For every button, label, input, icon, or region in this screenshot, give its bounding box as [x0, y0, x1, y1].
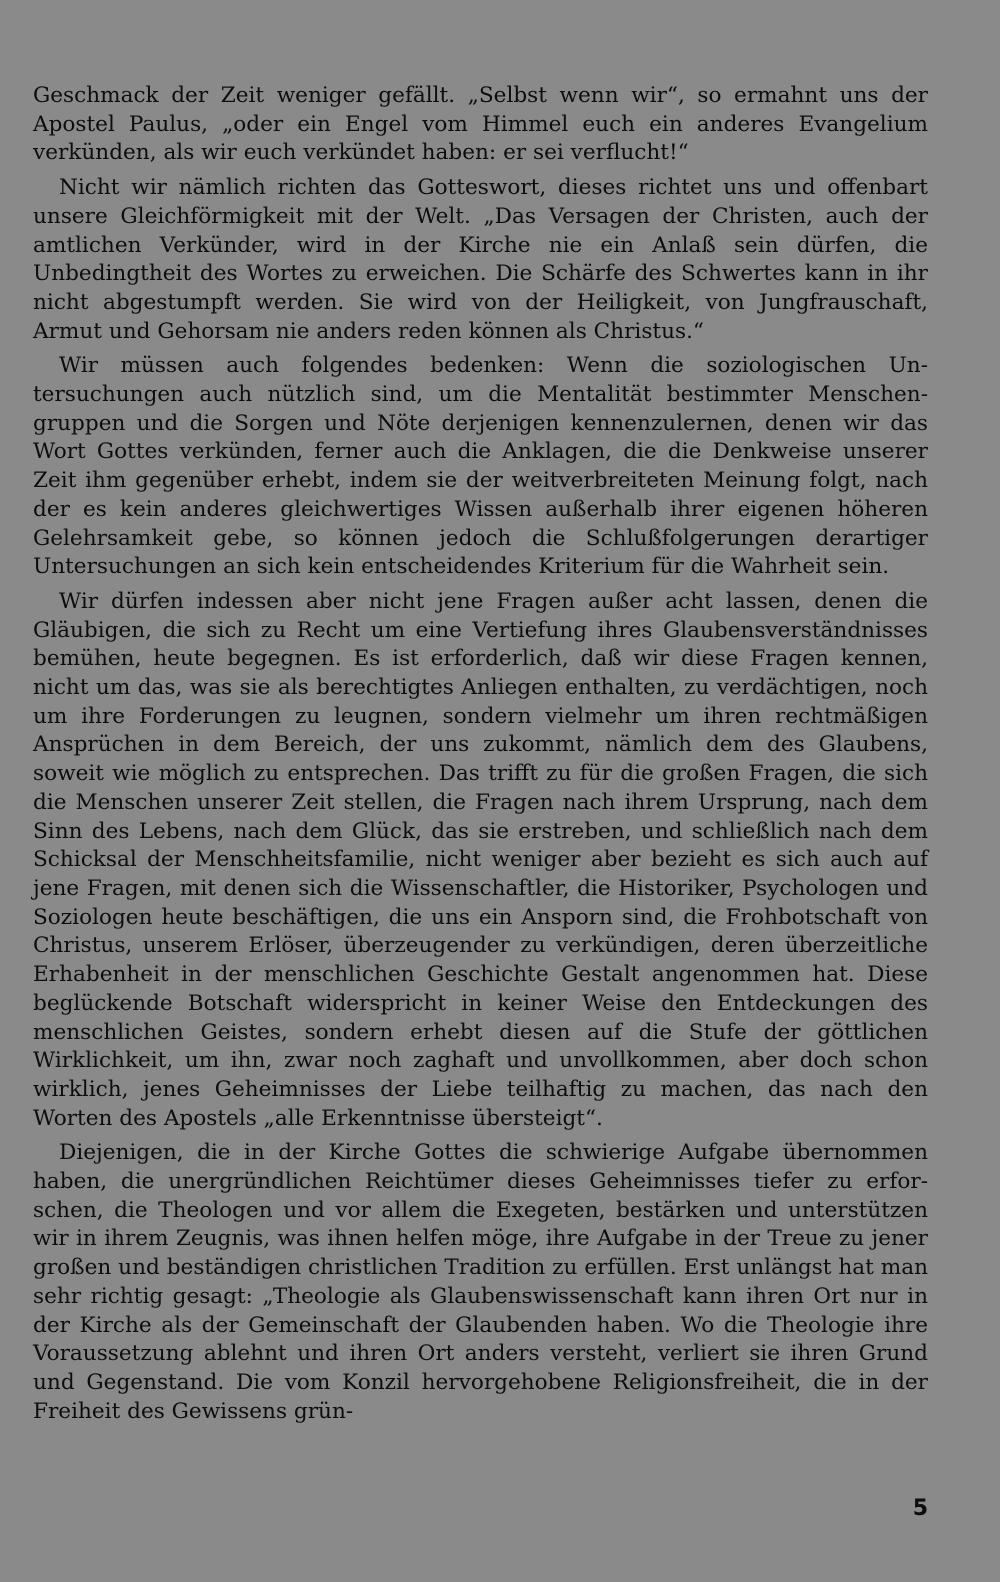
page-number: 5	[912, 1496, 928, 1521]
paragraph-1: Geschmack der Zeit weniger gefällt. „Selbst wenn wir“, so ermahnt uns der Apostel Paulus, „oder ein Engel vom Himmel euch ein anderes Evangelium verkünden, als wir euch verkündet haben: er sei verflucht!“	[33, 83, 928, 166]
document-page	[33, 82, 928, 1432]
paragraph-5: Diejenigen, die in der Kirche Gottes die schwierige Aufgabe übernommen haben, die unergründlichen Reichtümer dieses Geheimnisses tiefer zu erforschen, die Theologen und vor allem die Exegeten, bestärken und unterstützen wir in ihrem Zeugnis, was ihnen helfen möge, ihre Aufgabe in der Treue zu jener großen und beständigen christlichen Tradition zu erfüllen. Erst unlängst hat man sehr richtig gesagt: „Theologie als Glaubenswissenschaft kann ihren Ort nur in der Kirche als der Gemeinschaft der Glaubenden haben. Wo die Theologie ihre Voraussetzung ablehnt und ihren Ort anders versteht, verliert sie ihren Grund und Gegenstand. Die vom Konzil hervorgehobene Religionsfreiheit, die in der Freiheit des Gewissens grün-	[33, 1140, 928, 1424]
paragraph-3: Wir müssen auch folgendes bedenken: Wenn die soziologischen Untersuchungen auch nützlich sind, um die Mentalität bestimmter Menschengruppen und die Sorgen und Nöte derjenigen kennenzulernen, denen wir das Wort Gottes verkünden, ferner auch die Anklagen, die die Denkweise unserer Zeit ihm gegenüber erhebt, indem sie der weitverbreiteten Meinung folgt, nach der es kein anderes gleichwertiges Wissen außerhalb ihrer eigenen höheren Gelehrsamkeit gebe, so können jedoch die Schlußfolgerungen derartiger Untersuchungen an sich kein entscheidendes Kriterium für die Wahrheit sein.	[33, 353, 928, 580]
paragraph-2: Nicht wir nämlich richten das Gotteswort, dieses richtet uns und offenbart unsere Gleichförmigkeit mit der Welt. „Das Versagen der Christen, auch der amtlichen Verkünder, wird in der Kirche nie ein Anlaß sein dürfen, die Unbedingtheit des Wortes zu erweichen. Die Schärfe des Schwertes kann in ihr nicht abgestumpft werden. Sie wird von der Heiligkeit, von Jungfrauschaft, Armut und Gehorsam nie anders reden können als Christus.“	[33, 175, 928, 344]
paragraph-4: Wir dürfen indessen aber nicht jene Fragen außer acht lassen, denen die Gläubigen, die sich zu Recht um eine Vertiefung ihres Glaubensverständnisses bemühen, heute begegnen. Es ist erforderlich, daß wir diese Fragen kennen, nicht um das, was sie als berechtigtes Anliegen enthalten, zu verdächtigen, noch um ihre Forderungen zu leugnen, sondern vielmehr um ihren rechtmäßigen Ansprüchen in dem Bereich, der uns zukommt, nämlich dem des Glaubens, soweit wie möglich zu entsprechen. Das trifft zu für die großen Fragen, die sich die Menschen unserer Zeit stellen, die Fragen nach ihrem Ursprung, nach dem Sinn des Lebens, nach dem Glück, das sie erstreben, und schließlich nach dem Schicksal der Menschheitsfamilie, nicht weniger aber bezieht es sich auch auf jene Fragen, mit denen sich die Wissenschaftler, die Historiker, Psychologen und Soziologen heute beschäftigen, die uns ein Ansporn sind, die Frohbotschaft von Christus, unserem Erlöser, überzeugender zu verkündigen, deren überzeitliche Erhabenheit in der menschlichen Geschichte Gestalt angenommen hat. Diese beglückende Botschaft widerspricht in keiner Weise den Entdeckungen des menschlichen Geistes, sondern erhebt diesen auf die Stufe der göttlichen Wirklichkeit, um ihn, zwar noch zaghaft und unvollkommen, aber doch schon wirklich, jenes Geheimnisses der Liebe teilhaftig zu machen, das nach den Worten des Apostels „alle Erkenntnisse übersteigt“.	[33, 588, 928, 1131]
